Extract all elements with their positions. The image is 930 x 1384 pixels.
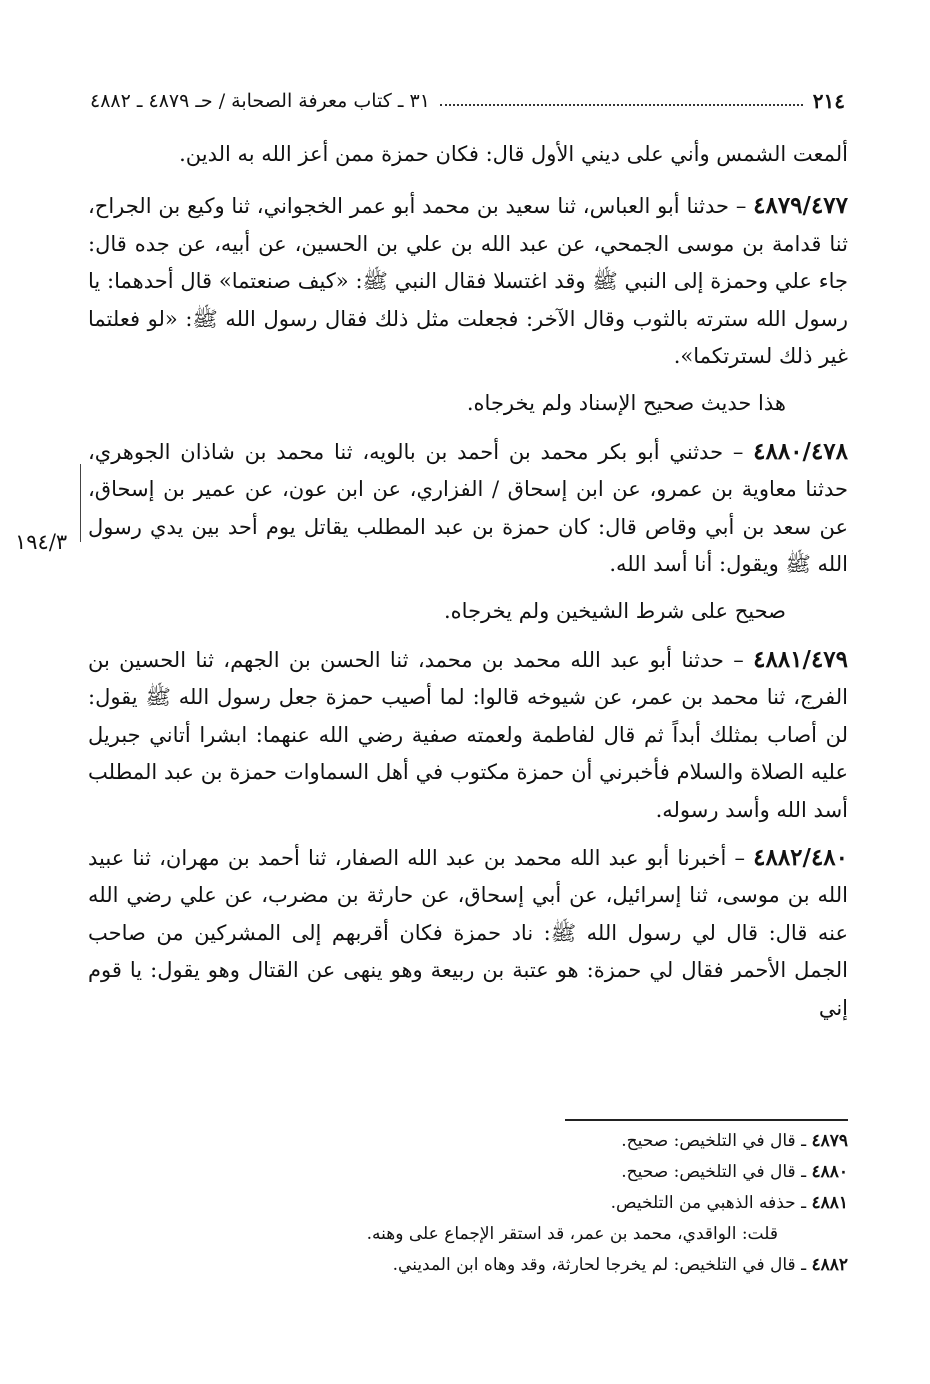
footnote-4882 [88, 1250, 848, 1281]
hadith-text: – أخبرنا أبو عبد الله محمد بن عبد الله الصفار، ثنا أحمد بن مهران، ثنا عبيد الله بن موسى، ثنا إسرائيل، عن أبي إسحاق، عن حارثة بن مضرب، عن علي رضي الله عنه قال: قال لي رسول الله ﷺ: ناد حمزة فكان أقربهم إلى المشركين من صاحب الجمل الأحمر فقال لي حمزة: هو عتبة بن ربيعة وهو ينهى عن القتال وهو يقول: يا قوم إني [88, 845, 848, 1020]
hadith-text: – حدثني أبو بكر محمد بن أحمد بن بالويه، ثنا محمد بن شاذان الجوهري، حدثنا معاوية بن عمرو، عن ابن إسحاق / الفزاري، عن ابن عون، عن عمير بن إسحاق، عن سعد بن أبي وقاص قال: كان حمزة بن عبد المطلب يقاتل يوم أحد بين يدي رسول الله ﷺ ويقول: أنا أسد الله. [88, 439, 848, 577]
verdict-4879: هذا حديث صحيح الإسناد ولم يخرجاه. [466, 391, 786, 416]
margin-line [80, 464, 81, 542]
footnote-text: ـ حذفه الذهبي من التلخيص. [610, 1193, 812, 1213]
footnote-number: ٤٨٨١ [811, 1193, 848, 1213]
footnote-text: ـ قال في التلخيص: صحيح. [621, 1162, 812, 1182]
running-title: ٣١ ـ كتاب معرفة الصحابة / حـ ٤٨٧٩ ـ ٤٨٨٢ [90, 90, 430, 112]
footnote-text: ـ قال في التلخيص: لم يخرجا لحارثة، وقد وهاه ابن المديني. [392, 1255, 812, 1275]
footnote-separator [565, 1119, 848, 1121]
hadith-number: ٤٨٨١/٤٧٩ [753, 645, 848, 673]
footnote-4879 [88, 1126, 848, 1157]
hadith-4881 [88, 641, 848, 829]
page-number: ٢١٤ [812, 89, 845, 113]
verdict-4880: صحيح على شرط الشيخين ولم يخرجاه. [444, 599, 786, 624]
footnote-4880 [88, 1157, 848, 1188]
hadith-text: – حدثنا أبو عبد الله محمد بن محمد، ثنا الحسن بن الجهم، ثنا الحسين بن الفرج، ثنا محمد بن عمر، عن شيوخه قالوا: لما أصيب حمزة جعل رسول الله ﷺ يقول: لن أصاب بمثلك أبداً ثم قال لفاطمة ولعمته صفية رضي الله عنهما: ابشرا أتاني جبريل عليه الصلاة والسلام فأخبرني أن حمزة مكتوب في أهل السماوات حمزة بن عبد المطلب أسد الله وأسد رسوله. [88, 647, 848, 822]
hadith-text: – حدثنا أبو العباس، ثنا سعيد بن محمد أبو عمر الخجواني، ثنا وكيع بن الجراح، ثنا قدامة بن موسى الجمحي، عن عبد الله بن علي بن الحسين، عن أبيه، عن جده قال: جاء علي وحمزة إلى النبي ﷺ وقد اغتسلا فقال النبي ﷺ: «كيف صنعتما» قال أحدهما: يا رسول الله سترته بالثوب وقال الآخر: فجعلت مثل ذلك فقال رسول الله ﷺ: «لو فعلتما غير ذلك لسترتكما». [88, 194, 848, 369]
footnote-text: ـ قال في التلخيص: صحيح. [621, 1131, 812, 1151]
footnote-number: ٤٨٨٠ [811, 1162, 848, 1182]
hadith-4879 [88, 187, 848, 375]
footnote-4881-comment [88, 1219, 848, 1250]
footnote-4881 [88, 1188, 848, 1219]
hadith-4882 [88, 839, 848, 1027]
hadith-number: ٤٨٨٢/٤٨٠ [753, 843, 848, 871]
hadith-number: ٤٨٨٠/٤٧٨ [753, 437, 848, 465]
footnote-number: ٤٨٧٩ [811, 1131, 848, 1151]
intro-paragraph: ألمعت الشمس وأني على ديني الأول قال: فكان حمزة ممن أعز الله به الدين. [179, 142, 848, 166]
running-header [90, 86, 845, 116]
main-text [88, 136, 848, 1037]
footnotes [88, 1126, 848, 1281]
manuscript-page-marker: ١٩٤/٣ [15, 530, 68, 554]
footnote-number: ٤٨٨٢ [811, 1255, 848, 1275]
header-leader-dots [440, 104, 803, 106]
footnote-text: قلت: الواقدي، محمد بن عمر، قد استقر الإجماع على وهنه. [366, 1224, 778, 1244]
hadith-4880 [88, 433, 848, 584]
hadith-number: ٤٨٧٩/٤٧٧ [753, 192, 848, 220]
